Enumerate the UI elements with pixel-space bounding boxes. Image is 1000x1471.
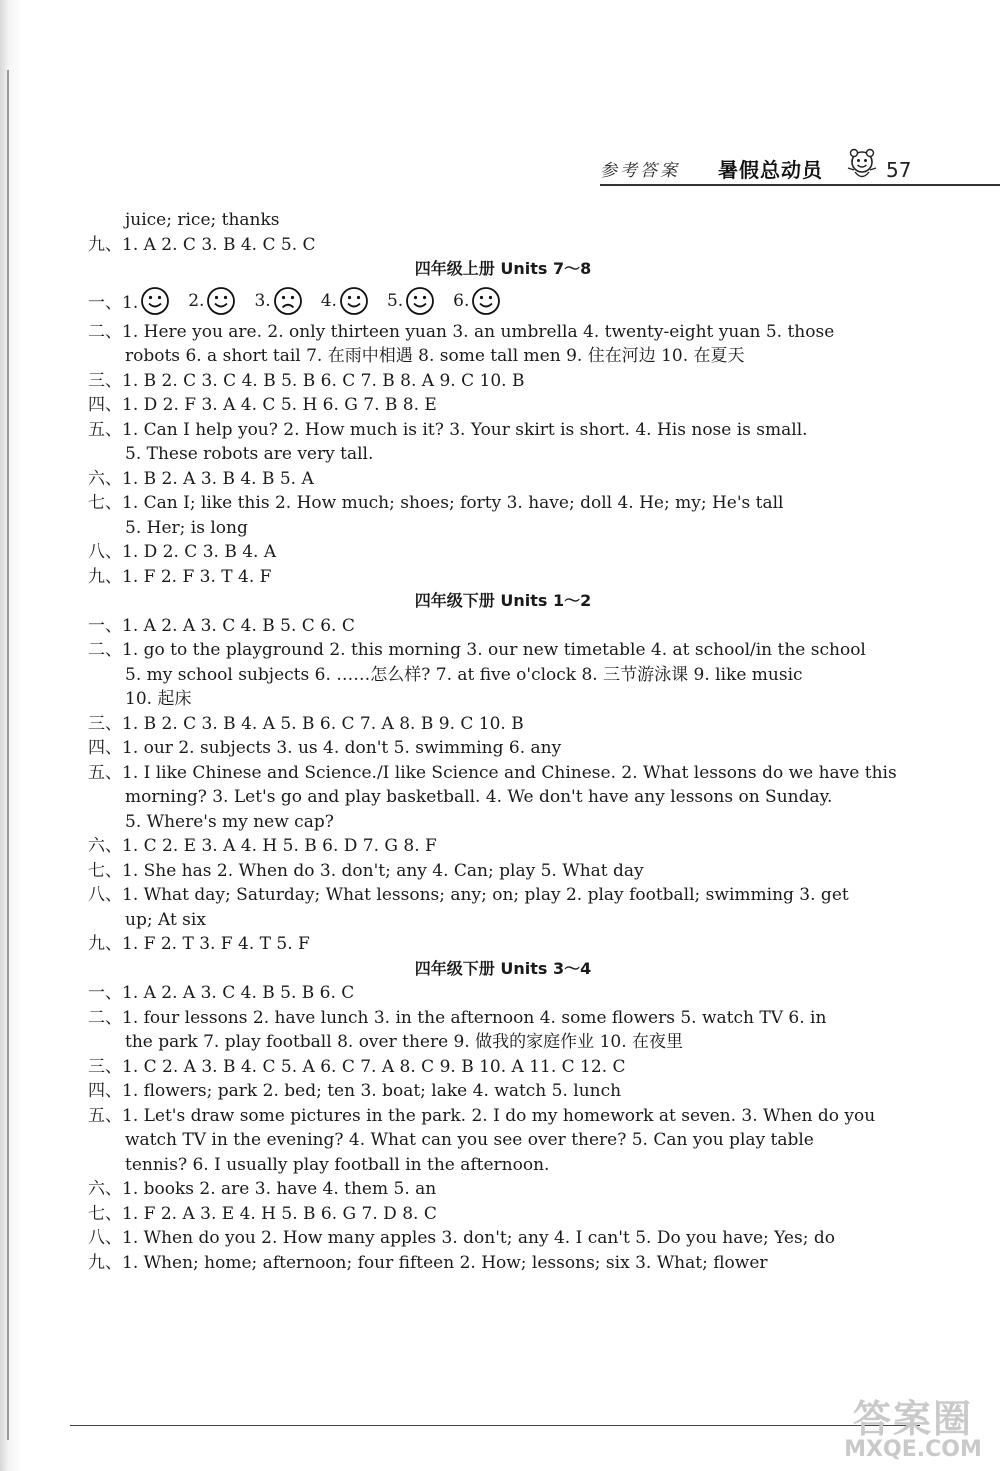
question-number: 2. bbox=[188, 290, 205, 311]
smiley-face-icon bbox=[206, 286, 236, 316]
face-answer-item bbox=[453, 286, 501, 316]
watermark-url: MXQE.COM bbox=[844, 1437, 982, 1462]
answer-line: 五、1. Let's draw some pictures in the park. 2. I do my homework at seven. 3. When do you bbox=[88, 1105, 876, 1126]
watermark-brand: 答案圈 bbox=[852, 1397, 973, 1441]
smiley-face-icon bbox=[140, 286, 170, 316]
face-answer-item bbox=[321, 286, 369, 316]
answer-line-continued: morning? 3. Let's go and play basketball. 4. We don't have any lessons on Sunday. bbox=[125, 787, 833, 807]
face-answer-row bbox=[88, 282, 918, 320]
answer-line: 二、1. Here you are. 2. only thirteen yuan 3. an umbrella 4. twenty-eight yuan 5. those bbox=[88, 321, 835, 342]
answer-line: 三、1. C 2. A 3. B 4. C 5. A 6. C 7. A 8. C 9. B 10. A 11. C 12. C bbox=[88, 1056, 626, 1077]
answer-line-continued: 10. 起床 bbox=[125, 689, 192, 709]
answer-line: 二、1. go to the playground 2. this morning 3. our new timetable 4. at school/in the school bbox=[88, 640, 866, 660]
answer-key-content bbox=[88, 208, 918, 1275]
answer-line-continued: 5. Where's my new cap? bbox=[125, 811, 334, 832]
smiley-face-icon bbox=[339, 286, 369, 316]
page-header bbox=[600, 146, 1000, 190]
binding-line bbox=[7, 70, 9, 1440]
answer-line: 一、1. A 2. A 3. C 4. B 5. C 6. C bbox=[88, 615, 355, 636]
answer-line: 三、1. B 2. C 3. B 4. A 5. B 6. C 7. A 8. B 9. C 10. B bbox=[88, 713, 524, 734]
page-binding-edge bbox=[0, 0, 22, 1471]
face-answer-item bbox=[254, 286, 302, 316]
answer-line: 七、1. Can I; like this 2. How much; shoes; forty 3. have; doll 4. He; my; He's tall bbox=[88, 493, 784, 513]
site-watermark bbox=[838, 1399, 988, 1463]
question-number: 一、1. bbox=[88, 293, 139, 313]
answer-line: 二、1. four lessons 2. have lunch 3. in the afternoon 4. some flowers 5. watch TV 6. in bbox=[88, 1007, 827, 1028]
answer-line-continued: 5. Her; is long bbox=[125, 517, 248, 538]
answer-line: 七、1. F 2. A 3. E 4. H 5. B 6. G 7. D 8. C bbox=[88, 1203, 437, 1224]
answer-line-continued: robots 6. a short tail 7. 在雨中相遇 8. some tall men 9. 住在河边 10. 在夏天 bbox=[125, 346, 745, 366]
answer-line: 五、1. I like Chinese and Science./I like Science and Chinese. 2. What lessons do we have this bbox=[88, 762, 897, 783]
question-number: 4. bbox=[320, 290, 337, 311]
answer-line-continued: juice; rice; thanks bbox=[125, 210, 280, 230]
answer-line: 四、1. D 2. F 3. A 4. C 5. H 6. G 7. B 8. E bbox=[88, 395, 437, 415]
header-brand-title: 暑假总动员 bbox=[718, 158, 823, 182]
section-heading: 四年级下册 Units 1～2 bbox=[414, 591, 592, 610]
answer-line-continued: up; At six bbox=[125, 909, 206, 930]
question-number: 3. bbox=[254, 290, 271, 311]
footer-rule bbox=[70, 1425, 920, 1426]
answer-line: 一、1. A 2. A 3. C 4. B 5. B 6. C bbox=[88, 983, 355, 1003]
page-number: 57 bbox=[886, 158, 912, 182]
mascot-icon bbox=[846, 148, 878, 182]
question-number: 5. bbox=[386, 290, 404, 311]
face-answer-item bbox=[188, 286, 236, 316]
answer-line-continued: 5. These robots are very tall. bbox=[125, 444, 374, 464]
answer-line: 九、1. F 2. T 3. F 4. T 5. F bbox=[88, 934, 310, 954]
face-answer-item bbox=[88, 286, 170, 316]
answer-line-continued: 5. my school subjects 6. ……怎么样? 7. at five o'clock 8. 三节游泳课 9. like music bbox=[125, 664, 803, 685]
header-tab-label: 参考答案 bbox=[600, 161, 680, 181]
answer-line: 五、1. Can I help you? 2. How much is it? 3. Your skirt is short. 4. His nose is small. bbox=[88, 419, 808, 440]
answer-line: 九、1. A 2. C 3. B 4. C 5. C bbox=[88, 234, 316, 255]
answer-line: 六、1. books 2. are 3. have 4. them 5. an bbox=[88, 1179, 437, 1199]
answer-line: 七、1. She has 2. When do 3. don't; any 4. Can; play 5. What day bbox=[88, 860, 644, 881]
answer-line: 六、1. C 2. E 3. A 4. H 5. B 6. D 7. G 8. F bbox=[88, 836, 437, 856]
smiley-face-icon bbox=[471, 286, 501, 316]
answer-line: 三、1. B 2. C 3. C 4. B 5. B 6. C 7. B 8. A 9. C 10. B bbox=[88, 370, 525, 391]
answer-line-continued: watch TV in the evening? 4. What can you see over there? 5. Can you play table bbox=[125, 1130, 814, 1150]
answer-line: 六、1. B 2. A 3. B 4. B 5. A bbox=[88, 468, 314, 489]
answer-line: 四、1. our 2. subjects 3. us 4. don't 5. swimming 6. any bbox=[88, 738, 562, 758]
answer-line: 八、1. When do you 2. How many apples 3. don't; any 4. I can't 5. Do you have; Yes; do bbox=[88, 1228, 835, 1248]
header-rule bbox=[600, 184, 1000, 186]
answer-line: 九、1. F 2. F 3. T 4. F bbox=[88, 566, 272, 587]
answer-line: 八、1. D 2. C 3. B 4. A bbox=[88, 542, 277, 562]
answer-line-continued: the park 7. play football 8. over there 9. 做我的家庭作业 10. 在夜里 bbox=[125, 1032, 684, 1052]
face-answer-item bbox=[387, 286, 435, 316]
answer-line-continued: tennis? 6. I usually play football in the afternoon. bbox=[125, 1154, 550, 1175]
question-number: 6. bbox=[453, 290, 470, 311]
sad-face-icon bbox=[273, 286, 303, 316]
answer-line: 四、1. flowers; park 2. bed; ten 3. boat; lake 4. watch 5. lunch bbox=[88, 1081, 622, 1101]
section-heading: 四年级上册 Units 7～8 bbox=[414, 259, 592, 278]
answer-line: 九、1. When; home; afternoon; four fifteen 2. How; lessons; six 3. What; flower bbox=[88, 1252, 768, 1273]
smiley-face-icon bbox=[405, 286, 435, 316]
section-heading: 四年级下册 Units 3～4 bbox=[414, 958, 592, 978]
answer-line: 八、1. What day; Saturday; What lessons; any; on; play 2. play football; swimming 3. get bbox=[88, 885, 849, 905]
